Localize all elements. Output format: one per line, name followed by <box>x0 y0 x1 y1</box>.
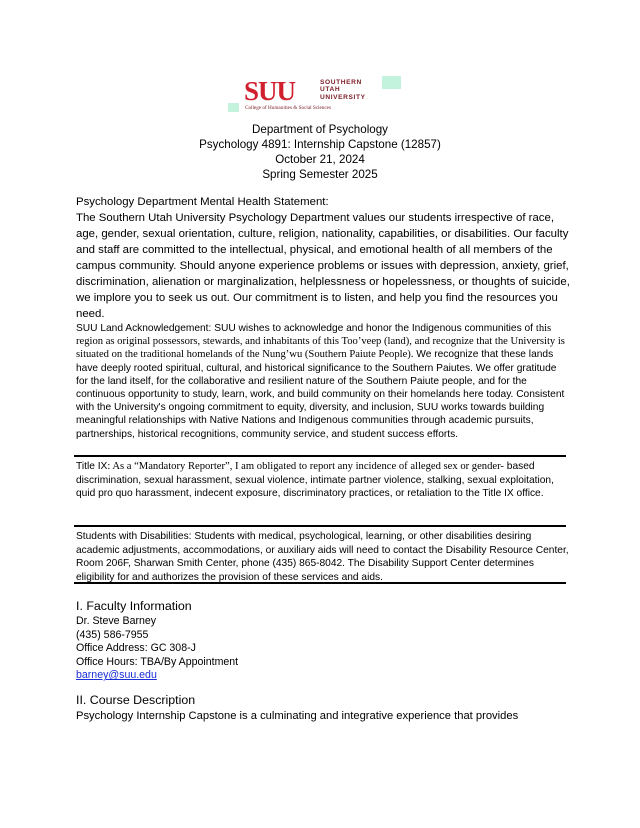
faculty-office: Office Address: GC 308-J <box>76 642 196 655</box>
section-divider <box>74 525 566 527</box>
logo-accent-square <box>228 103 239 112</box>
faculty-name: Dr. Steve Barney <box>76 615 157 627</box>
faculty-heading: I. Faculty Information <box>76 599 192 613</box>
faculty-email-link[interactable]: barney@suu.edu <box>76 669 157 682</box>
mental-health-section <box>76 194 570 322</box>
disabilities-section: Students with Disabilities: Students with medical, psychological, learning, or other disabilities desiring academic adjustments, accommodations, or auxiliary aids will need to contact the Disability Resource Center, Room 206F, Sharwan Smith Center, phone (435) 865-8042. The Disability Support Center determines eligibility for and authorizes the provision of these services and aids. <box>76 531 569 583</box>
semester: Spring Semester 2025 <box>262 168 378 181</box>
course-description-heading: II. Course Description <box>76 693 196 707</box>
title-ix-section: Title IX: As a “Mandatory Reporter”, I am obligated to report any incidence of alleged sex or gender- based discrimination, sexual harassment, sexual violence, intimate partner violence, stalking, sexual exploitation, quid pro quo harassment, indecent exposure, discriminatory practices, or retaliation to the Title IX office. <box>76 461 554 500</box>
logo-college: College of Humanities & Social Sciences <box>245 105 332 111</box>
section-divider <box>74 582 566 584</box>
suu-logo <box>228 76 404 110</box>
course-description-section <box>76 692 570 724</box>
title-ix-label: Title IX <box>76 461 108 472</box>
land-acknowledgement-section: SUU Land Acknowledgement: SUU wishes to acknowledge and honor the Indigenous communities of this region as original possessors, stewards, and inhabitants of this Too’veep (land), and recognize that the University is situated on the traditional homelands of the Nung’wu (Southern Paiute People). We recognize that these lands have deeply rooted spiritual, cultural, and historical significance to the Southern Paiutes. We offer gratitude for the land itself, for the collaborative and resilient nature of the Southern Paiute people, and for the continuous opportunity to study, learn, work, and build community on their homelands here today. Consistent with the University's ongoing commitment to equity, diversity, and inclusion, SUU works towards building meaningful relationships with Native Nations and Indigenous communities through academic pursuits, partnerships, historical recognitions, community service, and student success efforts. <box>76 323 565 440</box>
logo-mark: SUU <box>244 76 296 106</box>
faculty-section <box>76 598 570 683</box>
faculty-phone: (435) 586-7955 <box>76 628 149 641</box>
course-description-body: Psychology Internship Capstone is a culminating and integrative experience that provides <box>76 710 519 722</box>
logo-accent-square <box>382 76 401 89</box>
land-acknowledgement-label: SUU Land Acknowledgement: <box>76 323 212 334</box>
mental-health-title: Psychology Department Mental Health Statement: <box>76 196 329 208</box>
department-name: Department of Psychology <box>252 123 388 136</box>
course-title: Psychology 4891: Internship Capstone (12857) <box>199 138 441 151</box>
document-date: October 21, 2024 <box>275 153 365 166</box>
mental-health-body: The Southern Utah University Psychology Department values our students irrespective of race, age, gender, sexual orientation, culture, religion, nationality, capabilities, or disabilities. Our faculty and staff are committed to the intellectual, physical, and emotional health of all members of the campus community. Should anyone experience problems or issues with depression, anxiety, grief, discrimination, alienation or marginalization, helplessness or hopelessness, or thoughts of suicide, we implore you to seek us out. Our commitment is to listen, and help you find the resources you need. <box>76 212 570 320</box>
faculty-hours: Office Hours: TBA/By Appointment <box>76 655 239 668</box>
document-header <box>0 122 640 182</box>
section-divider <box>74 455 566 457</box>
disabilities-label: Students with Disabilities: <box>76 531 192 542</box>
logo-wordmark: SOUTHERN UTAH UNIVERSITY <box>320 79 366 101</box>
